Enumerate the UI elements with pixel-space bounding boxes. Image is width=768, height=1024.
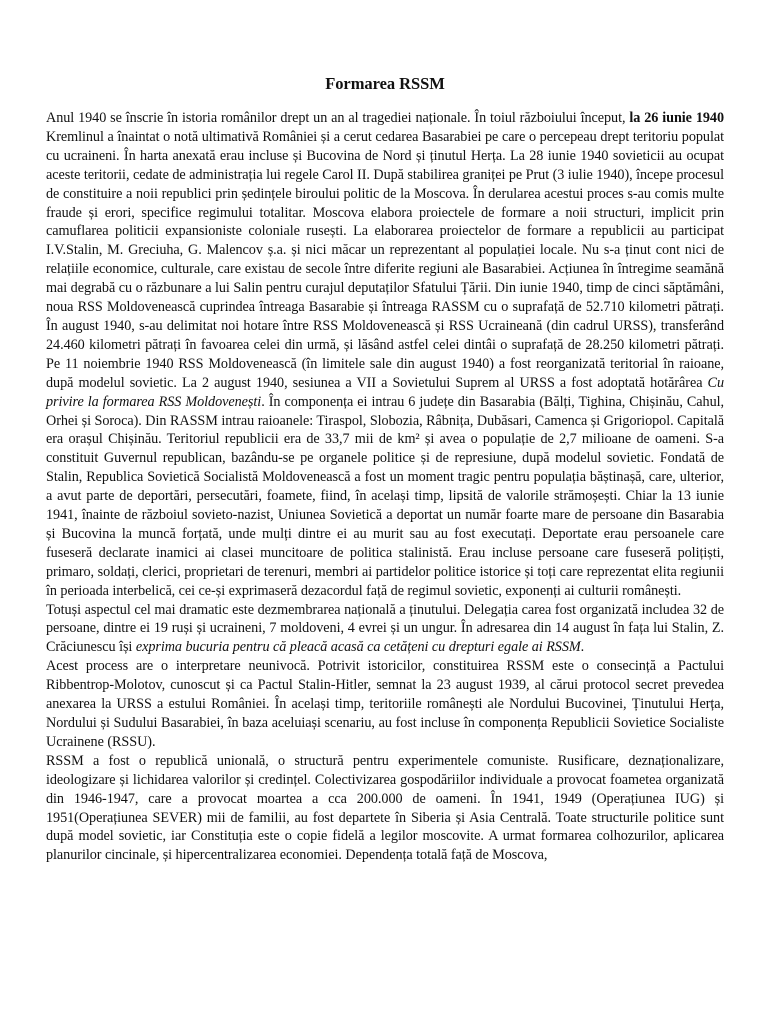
- paragraph-2-text-a: Totuși aspectul cel mai dramatic este dezmembrarea națională a ținutului. Delegația carea fost organizată includea 32 de persoane, dintre ei 19 ruși și ucraineni, 7 moldoveni, 4 evrei și un ungur. În adresarea din 14 august în fața lui Stalin, Z. Crăciunescu își: [46, 601, 724, 656]
- paragraph-1-bold-date: la 26 iunie 1940: [629, 110, 724, 126]
- paragraph-1-italic-decree: Cu privire la formarea RSS Moldovenești: [46, 374, 724, 410]
- paragraph-2: [46, 601, 724, 658]
- paragraph-1-text-a: Anul 1940 se înscrie în istoria românilor drept un an al tragediei naționale. În toiul războiului început,: [46, 110, 630, 126]
- paragraph-4: RSSM a fost o republică unională, o structură pentru experimentele comuniste. Rusificare, deznaționalizare, ideologizare și lichidarea valorilor și credințel. Colectivizarea gospodăriilor individuale a provocat foametea organizată din 1946-1947, care a provocat moartea a cca 200.000 de oameni. În 1941, 1949 (Operațiunea IUG) și 1951(Operațiunea SEVER) mii de familii, au fost departete în Siberia și Asia Centrală. Toate structurile politice sunt după model sovietic, iar Constituția este o copie fidelă a legilor moscovite. A urmat formarea colhozurilor, aplicarea planurilor cincinale, și hipercentralizarea economiei. Dependența totală față de Moscova,: [46, 752, 724, 864]
- paragraph-2-italic-quote: exprima bucuria pentru că pleacă acasă ca cetățeni cu drepturi egale ai RSSM: [135, 639, 581, 656]
- paragraph-1-text-e: . În componența ei intrau 6 județe din Basarabia (Bălți, Tighina, Chișinău, Cahul, Orhei și Soroca). Din RASSM intrau raioanele: Tiraspol, Slobozia, Râbnița, Dubăsari, Camenca și Grigoriopol. Capitală era orașul Chișinău. Teritoriul republicii era de 33,7 mii de km² și avea o populație de 2,7 milioane de oameni. S-a constituit Guvernul republican, bazându-se pe organele politice și de represiune, după modelul sovietic. Fondată de Stalin, Republica Sovietică Socialistă Moldovenească a fost un moment tragic pentru populația băștinașă, care, ulterior, a avut parte de deportări, persecutări, foamete, fiind, în același timp, lipsită de valorile strămoșești. Chiar la 13 iunie 1941, înainte de războiul sovieto-nazist, Uniunea Sovietică a deportat un număr foarte mare de persoane din Basarabia și Bucovina la muncă forțată, unde mulți dintre ei au murit sau au fost executați. Deportate erau persoanele care fuseseră declarate inamici ai clasei muncitoare de politica stalinistă. Erau incluse persoane care fuseseră polițiști, primaro, soldați, clerici, proprietari de terenuri, membri ai partidelor politice istorice și toți care reprezentat elita regiunii în perioada interbelică, cei ce-și exprimaseră dezacordul față de regimul sovietic, exponenți ai culturii românești.: [46, 393, 725, 599]
- document-page: [46, 74, 724, 865]
- paragraph-1: [46, 109, 724, 601]
- paragraph-2-text-c: .: [580, 639, 585, 656]
- document-title: Formarea RSSM: [325, 74, 445, 93]
- paragraph-3: Acest process are o interpretare neunivocă. Potrivit istoricilor, constituirea RSSM este o consecință a Pactului Ribbentrop-Molotov, cunoscut și ca Pactul Stalin-Hitler, semnat la 23 august 1939, al cărui protocol secret prevedea anexarea la URSS a estului României. În același timp, teritoriile românești ale Nordului Bucovinei, Ținutului Herța, Nordului și Sudului Basarabiei, în baza aceluiași scenariu, au fost incluse în componența Republicii Sovietice Socialiste Ucrainene (RSSU).: [46, 658, 724, 750]
- paragraph-1-text-c: Kremlinul a înaintat o notă ultimativă României și a cerut cedarea Basarabiei pe care o percepeau drept teritoriu populat cu ucraineni. În harta anexată erau incluse și Bucovina de Nord și ținutul Herța. La 28 iunie 1940 sovieticii au ocupat aceste teritorii, cedate de administrația lui regele Carol II. După stabilirea graniței pe Prut (3 iulie 1940), începe procesul de constituire a noii republici prin ședințele biroului politic de la Moscova. În derularea acestui proces s-au comis multe fraude și erori, specifice regimului totalitar. Moscova elabora proiectele de formare a noii structuri, implicit prin camuflarea politicii expansioniste coloniale rusești. La elaborarea proiectelor de formare a republicii au participat I.V.Stalin, M. Greciuha, G. Malencov ș.a. și nici măcar un reprezentant al populației locale. Nu s-a ținut cont nici de relațiile economice, culturale, care existau de secole între diferite regiuni ale Basarabiei. Acțiunea în întregime seamănă mai degrabă cu o răzbunare a lui Salin pentru curajul deputaților Sfatului Țării. Din iunie 1940, timp de cinci săptămâni, noua RSS Moldovenească cuprindea întreaga Basarabie și întreaga RASSM cu o suprafață de 52.710 kilometri pătrați. În august 1940, s-au delimitat noi hotare între RSS Moldovenească și RSS Ucraineană (din cadrul URSS), transferând 24.460 kilometri pătrați în favoarea celei din urmă, și lăsând astfel celei dintâi o suprafață de 28.250 kilometri pătrați. Pe 11 noiembrie 1940 RSS Moldovenească (în limitele sale din august 1940) a fost reorganizată teritorial în raioane, după modelul sovietic. La 2 august 1940, sesiunea a VII a Sovietului Suprem al URSS a fost adoptată hotărârea: [46, 128, 724, 391]
